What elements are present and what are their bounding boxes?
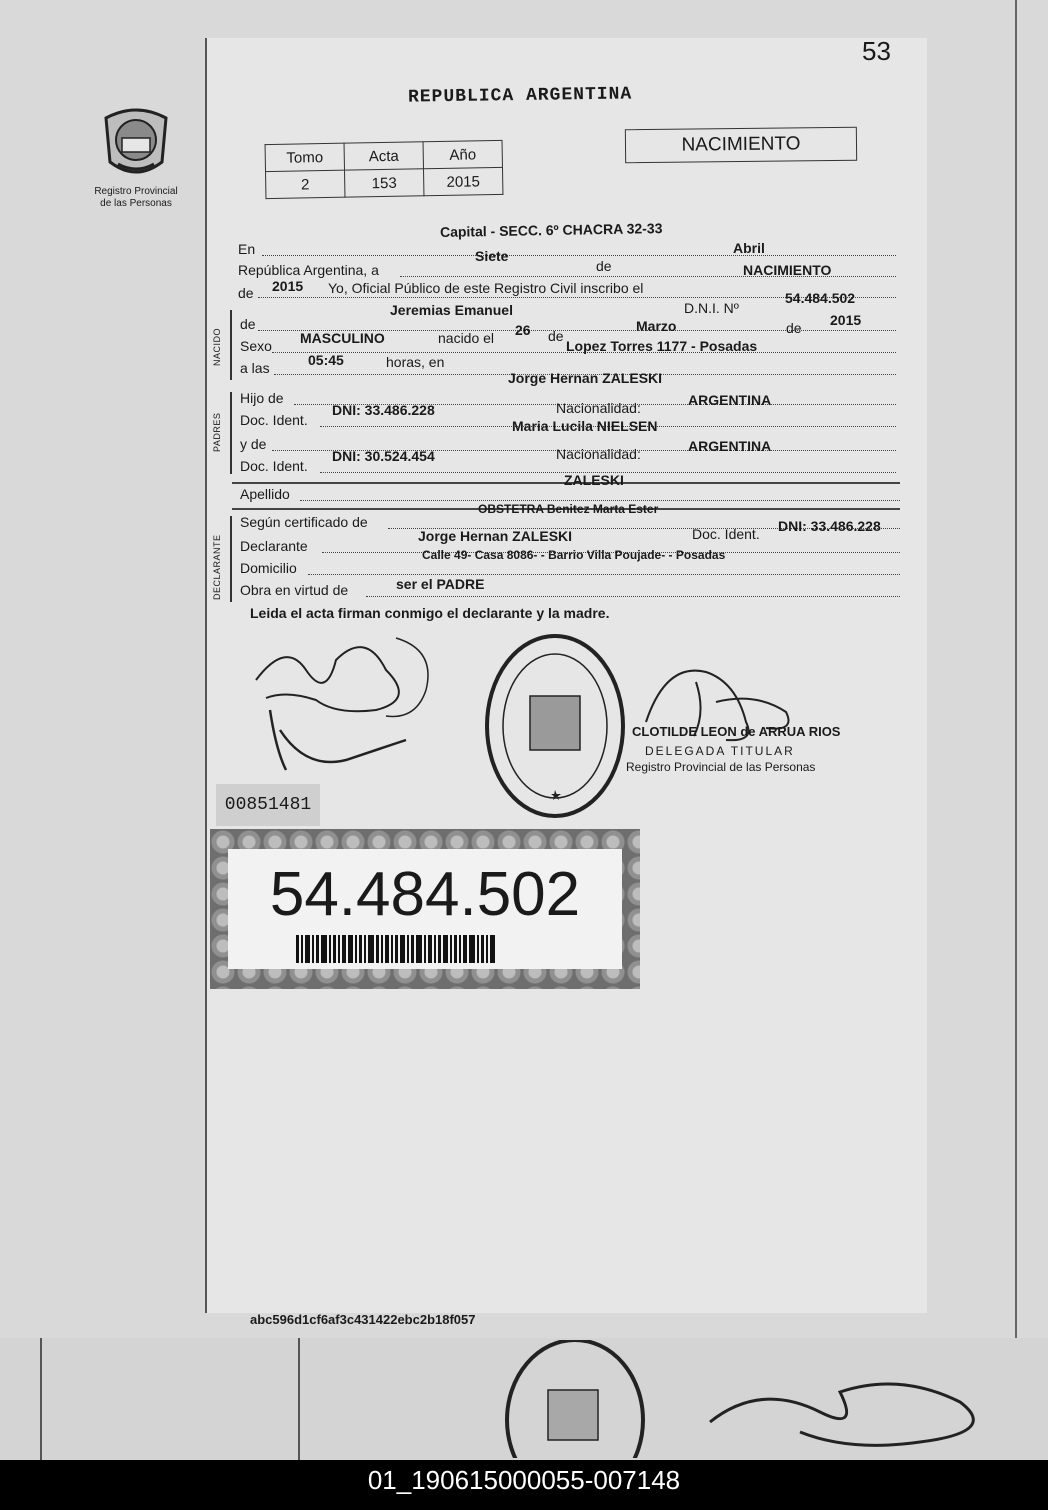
barcode-bar	[463, 935, 467, 963]
sticker-label	[228, 849, 622, 969]
nacido-el-label: nacido el	[438, 330, 495, 346]
barcode-bar	[376, 935, 379, 963]
de-label: de	[596, 258, 612, 274]
domicilio-value: Calle 49- Casa 8086- - Barrio Villa Poujade- - Posadas	[422, 548, 726, 562]
barcode-bar	[359, 935, 362, 963]
barcode-bar	[368, 935, 374, 963]
barcode-bar	[438, 935, 441, 963]
mother-name: Maria Lucila NIELSEN	[512, 418, 658, 434]
father-doc: DNI: 33.486.228	[332, 402, 435, 418]
place-value: Capital - SECC. 6º CHACRA 32-33	[439, 220, 663, 240]
declarante-name: Jorge Hernan ZALESKI	[418, 528, 573, 544]
document-hash: abc596d1cf6af3c431422ebc2b18f057	[250, 1312, 476, 1327]
domicilio-label: Domicilio	[240, 560, 297, 576]
value-ano: 2015	[423, 167, 502, 195]
barcode-bar	[312, 935, 314, 963]
mother-nationality: ARGENTINA	[688, 438, 772, 454]
month-value: Abril	[733, 240, 765, 256]
section-divider	[230, 392, 232, 474]
barcode-bar	[381, 935, 383, 963]
padres-section-label: PADRES	[212, 412, 222, 452]
barcode-bar	[490, 935, 495, 963]
next-page-strip	[0, 1338, 1048, 1460]
serial-number: 00851481	[216, 784, 320, 826]
barcode-bar	[333, 935, 336, 963]
barcode-bar	[301, 935, 303, 963]
barcode-bar	[338, 935, 340, 963]
nacido-de-label: de	[240, 316, 256, 332]
partial-signature-icon	[700, 1362, 1000, 1452]
official-name: CLOTILDE LEON de ARRUA RIOS	[632, 724, 841, 739]
registry-logo-icon	[96, 104, 176, 184]
barcode-bar	[400, 935, 405, 963]
document-title: REPUBLICA ARGENTINA	[407, 84, 633, 108]
declarante-section-label: DECLARANTE	[212, 534, 222, 600]
declarante-doc: DNI: 33.486.228	[778, 518, 881, 534]
barcode-bar	[348, 935, 353, 963]
child-dni: 54.484.502	[785, 290, 856, 306]
father-nationality: ARGENTINA	[688, 392, 772, 408]
hijo-label: Hijo de	[240, 390, 284, 406]
de-label-2: de	[548, 328, 564, 344]
barcode-bar	[296, 935, 299, 963]
image-id-footer: 01_190615000055-007148	[0, 1460, 1048, 1510]
barcode-bar	[305, 935, 310, 963]
sexo-label: Sexo	[240, 338, 272, 354]
barcode-bar	[424, 935, 426, 963]
declarant-signature-icon	[246, 620, 436, 780]
record-type-box: NACIMIENTO	[625, 127, 857, 163]
strip-line	[298, 1338, 300, 1460]
barcode-bar	[407, 935, 409, 963]
father-nat-label: Nacionalidad:	[556, 400, 641, 416]
partial-seal-icon	[500, 1340, 650, 1458]
yde-label: y de	[240, 436, 267, 452]
registry-caption	[78, 186, 194, 210]
barcode-bar	[391, 935, 393, 963]
barcode-bar	[477, 935, 479, 963]
official-org: Registro Provincial de las Personas	[626, 760, 816, 774]
id-sticker	[210, 829, 640, 989]
de-label-3: de	[786, 320, 802, 336]
en-label: En	[238, 241, 256, 257]
value-acta: 153	[345, 169, 424, 197]
apellido-value: ZALESKI	[564, 472, 624, 488]
mother-nat-label: Nacionalidad:	[556, 446, 641, 462]
tomo-acta-ano-table	[265, 140, 504, 199]
day-value: Siete	[475, 248, 509, 264]
father-doc-label: Doc. Ident.	[240, 412, 308, 428]
barcode-bar	[316, 935, 319, 963]
barcode-bar	[411, 935, 414, 963]
header-tomo: Tomo	[265, 143, 344, 171]
dni-label: D.N.I. Nº	[684, 300, 739, 316]
apellido-label: Apellido	[240, 486, 290, 502]
barcode-bar	[364, 935, 366, 963]
header-ano: Año	[423, 140, 502, 168]
cert-label: Según certificado de	[240, 514, 368, 530]
child-name: Jeremias Emanuel	[390, 302, 513, 318]
official-role: DELEGADA TITULAR	[645, 744, 795, 758]
birth-time: 05:45	[308, 352, 344, 368]
horas-label: horas, en	[386, 354, 445, 370]
page-number: 53	[862, 36, 891, 66]
barcode-bar	[395, 935, 398, 963]
barcode-bar	[416, 935, 422, 963]
header-acta: Acta	[344, 142, 423, 170]
dotted-line	[300, 500, 900, 501]
caption-line-2: de las Personas	[100, 198, 172, 209]
official-seal-icon	[482, 630, 628, 822]
barcode-bar	[443, 935, 448, 963]
obra-value: ser el PADRE	[396, 576, 485, 592]
birth-place: Lopez Torres 1177 - Posadas	[566, 338, 758, 354]
barcode-bar	[454, 935, 457, 963]
dotted-line	[262, 255, 896, 256]
barcode-bar	[321, 935, 327, 963]
mother-doc: DNI: 30.524.454	[332, 448, 435, 464]
obra-label: Obra en virtud de	[240, 582, 349, 598]
barcode-bar	[459, 935, 461, 963]
nacido-section-label: NACIDO	[212, 327, 222, 366]
caption-line-1: Registro Provincial	[94, 186, 178, 197]
barcode-bar	[385, 935, 389, 963]
sexo-value: MASCULINO	[300, 330, 385, 346]
declarante-doc-label: Doc. Ident.	[692, 526, 760, 542]
birth-year: 2015	[830, 312, 862, 328]
signed-statement: Leida el acta firman conmigo el declarante y la madre.	[250, 605, 610, 621]
declarante-label: Declarante	[240, 538, 308, 554]
mother-doc-label: Doc. Ident.	[240, 458, 308, 474]
section-divider	[230, 516, 232, 602]
year-value: 2015	[272, 278, 304, 294]
dotted-line	[366, 596, 900, 597]
sticker-number: 54.484.502	[269, 860, 581, 929]
birth-month: Marzo	[636, 318, 677, 334]
page-edge	[1015, 0, 1017, 1340]
section-divider	[230, 310, 232, 380]
barcode-icon	[296, 935, 554, 963]
barcode-bar	[342, 935, 346, 963]
oficial-text: Yo, Oficial Público de este Registro Civil inscribo el	[328, 280, 644, 296]
barcode-bar	[355, 935, 357, 963]
value-tomo: 2	[266, 170, 345, 198]
barcode-bar	[329, 935, 331, 963]
barcode-bar	[434, 935, 436, 963]
de2-label: de	[238, 285, 254, 301]
barcode-bar	[469, 935, 475, 963]
barcode-bar	[486, 935, 488, 963]
barcode-bar	[450, 935, 452, 963]
barcode-bar	[481, 935, 484, 963]
cert-value: OBSTETRA Benitez Marta Ester	[478, 502, 659, 516]
republica-label: República Argentina, a	[238, 262, 379, 278]
barcode-bar	[428, 935, 432, 963]
strip-line	[40, 1338, 42, 1460]
inscribe-tipo: NACIMIENTO	[743, 262, 832, 278]
alas-label: a las	[240, 360, 270, 376]
birth-day: 26	[515, 322, 531, 338]
father-name: Jorge Hernan ZALESKI	[508, 370, 663, 386]
dotted-line	[308, 574, 900, 575]
